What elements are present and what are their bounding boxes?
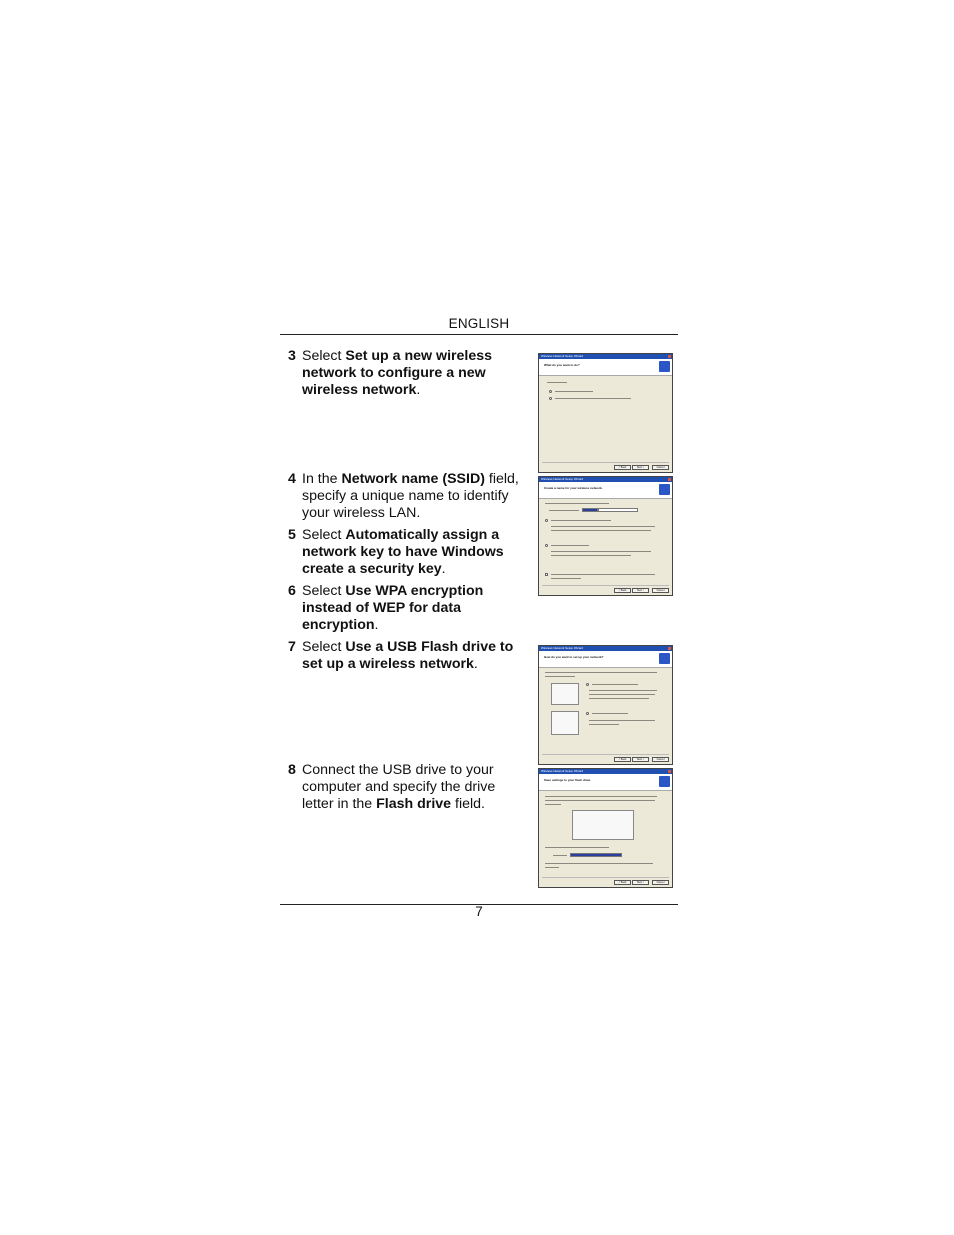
step-6 xyxy=(288,583,524,634)
back-button: < Back xyxy=(614,465,631,470)
step-emphasis: Network name (SSID) xyxy=(341,471,485,487)
step-run: . xyxy=(473,656,478,672)
text-line xyxy=(555,398,631,399)
next-button: Next > xyxy=(632,588,649,593)
header-language: ENGLISH xyxy=(448,316,510,331)
banner-text: What do you want to do? xyxy=(544,363,580,367)
text-line xyxy=(589,694,655,695)
radio-icon xyxy=(545,519,548,522)
step-run: Select xyxy=(302,583,346,599)
computer-usb-image xyxy=(572,810,634,840)
wizard-icon xyxy=(659,484,670,495)
back-button: < Back xyxy=(614,757,631,762)
step-run: In the xyxy=(302,471,342,487)
close-icon xyxy=(668,770,671,773)
step-run: field. xyxy=(451,796,485,812)
text-line xyxy=(551,555,631,556)
text-line xyxy=(589,724,619,725)
step-number: 5 xyxy=(288,527,296,543)
step-emphasis: Flash drive xyxy=(376,796,452,812)
screenshot-flash-drive xyxy=(538,768,673,888)
wizard-icon xyxy=(659,776,670,787)
banner-text: How do you want to set up your network? xyxy=(544,655,604,659)
page-number: 7 xyxy=(475,904,483,919)
banner-text: Save settings to your flash drive. xyxy=(544,778,592,782)
window-title: Wireless Network Setup Wizard xyxy=(541,769,584,773)
step-emphasis: Set up a new wireless network to configure a new wireless network xyxy=(302,348,493,398)
next-button: Next > xyxy=(632,465,649,470)
step-emphasis: Use a USB Flash drive to set up a wireless network xyxy=(302,639,514,672)
text-line xyxy=(589,690,657,691)
text-line xyxy=(545,672,657,673)
separator xyxy=(542,754,669,755)
checkbox-icon xyxy=(545,573,548,576)
text-line xyxy=(545,804,561,805)
step-run: . xyxy=(416,382,421,398)
separator xyxy=(542,462,669,463)
back-button: < Back xyxy=(614,880,631,885)
text-line xyxy=(545,800,655,801)
usb-drive-image xyxy=(551,683,579,705)
screenshot-set-up-network xyxy=(538,645,673,765)
step-run: Select xyxy=(302,639,346,655)
step-emphasis: Use WPA encryption instead of WEP for data encryption xyxy=(302,583,484,633)
text-line xyxy=(551,574,655,575)
text-line xyxy=(592,684,638,685)
step-run: Connect the USB drive to your computer and specify the drive letter in the xyxy=(302,762,496,812)
window-title: Wireless Network Setup Wizard xyxy=(541,477,584,481)
step-number: 3 xyxy=(288,348,296,364)
radio-icon xyxy=(586,683,589,686)
header-rule xyxy=(280,334,678,335)
text-line xyxy=(589,720,655,721)
text-line xyxy=(551,520,611,521)
step-text xyxy=(302,583,524,634)
wizard-banner xyxy=(539,359,672,376)
step-run: Select xyxy=(302,348,346,364)
step-number: 7 xyxy=(288,639,296,655)
radio-icon xyxy=(586,712,589,715)
text-line xyxy=(545,867,559,868)
window-title: Wireless Network Setup Wizard xyxy=(541,354,584,358)
text-line xyxy=(551,578,581,579)
cancel-button: Cancel xyxy=(652,465,669,470)
next-button: Next > xyxy=(632,880,649,885)
close-icon xyxy=(668,478,671,481)
step-text xyxy=(302,527,524,578)
step-8 xyxy=(288,762,524,813)
radio-icon xyxy=(549,390,552,393)
cancel-button: Cancel xyxy=(652,588,669,593)
text-line xyxy=(545,863,653,864)
text-line xyxy=(551,530,651,531)
step-text xyxy=(302,762,524,813)
step-run: Select xyxy=(302,527,346,543)
cancel-button: Cancel xyxy=(652,880,669,885)
step-emphasis: Automatically assign a network key to have Windows create a security key xyxy=(302,527,504,577)
step-run: field, specify a unique name to identify your wireless LAN. xyxy=(302,471,519,521)
separator xyxy=(542,585,669,586)
radio-icon xyxy=(545,544,548,547)
step-text xyxy=(302,348,524,399)
wizard-icon xyxy=(659,653,670,664)
text-line xyxy=(553,855,567,856)
close-icon xyxy=(668,647,671,650)
step-text xyxy=(302,639,524,673)
wizard-banner xyxy=(539,774,672,791)
step-7 xyxy=(288,639,524,673)
text-line xyxy=(545,796,657,797)
screenshot-what-do-you-want-to-do xyxy=(538,353,673,473)
ssid-input-selection xyxy=(582,508,598,512)
step-run: . xyxy=(441,561,446,577)
banner-text: Create a name for your wireless network. xyxy=(544,486,603,490)
ssid-input xyxy=(598,508,638,512)
text-line xyxy=(551,526,655,527)
step-4 xyxy=(288,471,524,522)
text-line xyxy=(545,503,609,504)
back-button: < Back xyxy=(614,588,631,593)
close-icon xyxy=(668,355,671,358)
step-3 xyxy=(288,348,524,399)
separator xyxy=(542,877,669,878)
text-line xyxy=(547,382,567,383)
window-title: Wireless Network Setup Wizard xyxy=(541,646,584,650)
step-5 xyxy=(288,527,524,578)
text-line xyxy=(549,510,579,511)
flash-drive-select xyxy=(570,853,622,857)
text-line xyxy=(551,545,589,546)
screenshot-network-name xyxy=(538,476,673,596)
text-line xyxy=(545,847,609,848)
next-button: Next > xyxy=(632,757,649,762)
step-number: 6 xyxy=(288,583,296,599)
cancel-button: Cancel xyxy=(652,757,669,762)
radio-icon xyxy=(549,397,552,400)
step-number: 8 xyxy=(288,762,296,778)
step-text xyxy=(302,471,524,522)
step-number: 4 xyxy=(288,471,296,487)
text-line xyxy=(551,551,651,552)
wizard-banner xyxy=(539,482,672,499)
step-run: . xyxy=(374,617,379,633)
text-line xyxy=(589,698,649,699)
text-line xyxy=(592,713,628,714)
wizard-banner xyxy=(539,651,672,668)
network-computers-image xyxy=(551,711,579,735)
text-line xyxy=(545,676,575,677)
text-line xyxy=(555,391,593,392)
wizard-icon xyxy=(659,361,670,372)
